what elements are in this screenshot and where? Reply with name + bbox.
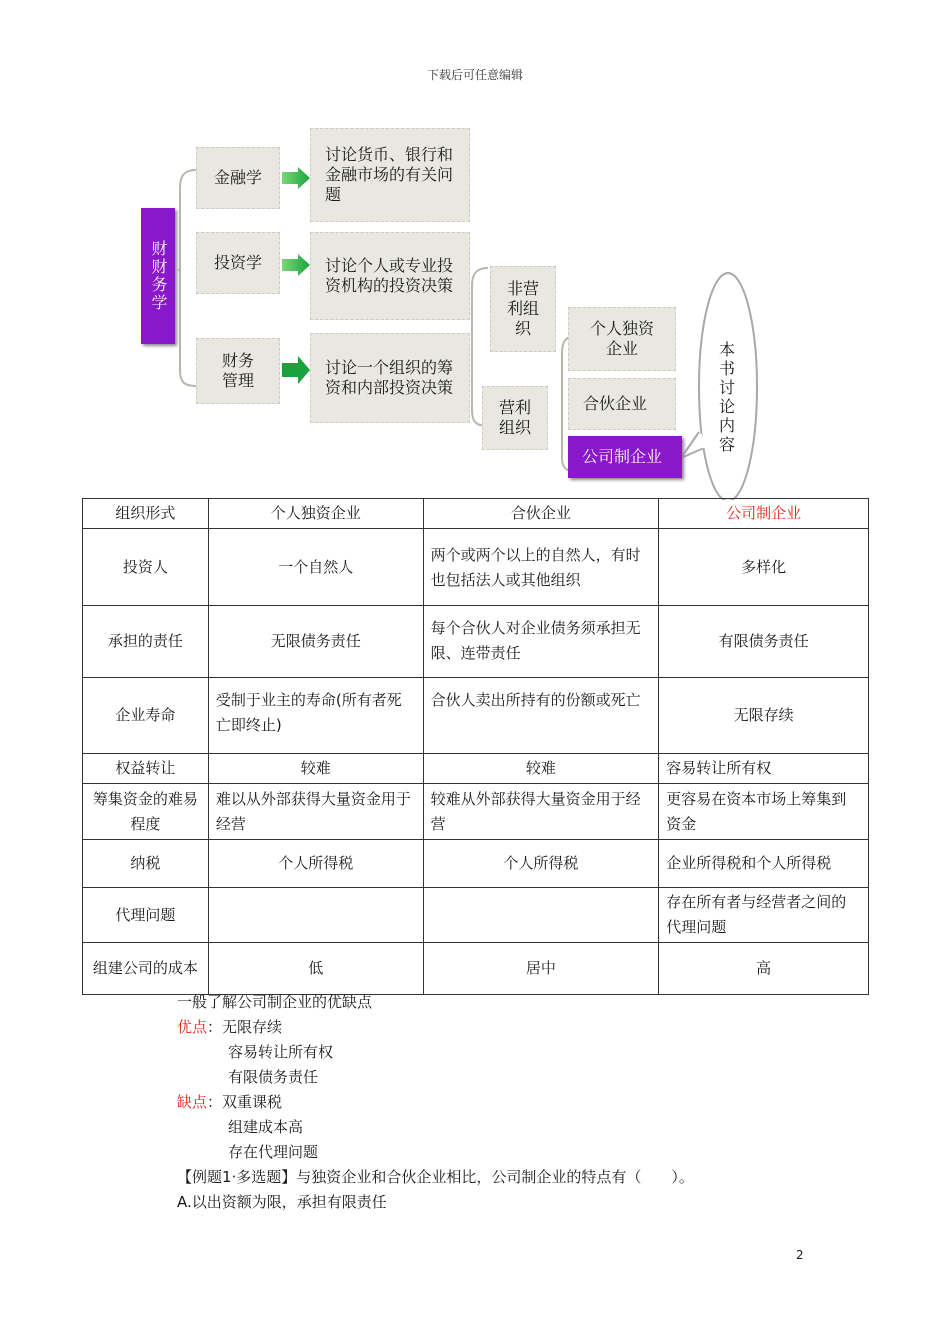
branch-financial-management: 财务管理 xyxy=(196,338,280,404)
root-node: 财财务学 xyxy=(141,208,175,344)
cons-item: 存在代理问题 xyxy=(228,1143,319,1161)
branch-financial-management-desc: 讨论一个组织的筹资和内部投资决策 xyxy=(310,333,470,423)
table-cell: 组建公司的成本 xyxy=(83,943,209,995)
cons-line xyxy=(177,1090,282,1115)
table-cell: 高 xyxy=(659,943,869,995)
table-cell: 较难从外部获得大量资金用于经营 xyxy=(423,784,659,840)
pros-line xyxy=(177,1015,282,1040)
table-cell: 较难 xyxy=(423,754,659,784)
table-header-row xyxy=(83,499,869,529)
table-row xyxy=(83,678,869,754)
table-cell: 一个自然人 xyxy=(208,529,423,606)
branch-investment-desc: 讨论个人或专业投资机构的投资决策 xyxy=(310,232,470,320)
table-header-cell: 公司制企业 xyxy=(659,499,869,529)
pros-item: 有限债务责任 xyxy=(228,1068,319,1086)
table-cell: 企业所得税和个人所得税 xyxy=(659,840,869,888)
table-cell: 低 xyxy=(208,943,423,995)
table-cell: 合伙人卖出所持有的份额或死亡 xyxy=(423,678,659,754)
table-row xyxy=(83,840,869,888)
table-cell: 两个或两个以上的自然人，有时也包括法人或其他组织 xyxy=(423,529,659,606)
table-cell xyxy=(423,888,659,943)
example-option-a: A.以出资额为限，承担有限责任 xyxy=(177,1193,387,1211)
pros-item: 无限存续 xyxy=(222,1018,283,1036)
branch-investment: 投资学 xyxy=(196,232,280,294)
table-cell: 受制于业主的寿命(所有者死亡即终止) xyxy=(208,678,423,754)
table-cell: 个人所得税 xyxy=(208,840,423,888)
table-header-cell: 合伙企业 xyxy=(423,499,659,529)
enterprise-sole: 个人独资企业 xyxy=(568,307,676,371)
table-cell: 更容易在资本市场上筹集到资金 xyxy=(659,784,869,840)
pros-label: 优点 xyxy=(177,1018,208,1036)
table-cell: 居中 xyxy=(423,943,659,995)
table-cell xyxy=(208,888,423,943)
table-cell: 难以从外部获得大量资金用于经营 xyxy=(208,784,423,840)
table-cell: 纳税 xyxy=(83,840,209,888)
notes-intro: 一般了解公司制企业的优缺点 xyxy=(177,993,373,1011)
table-cell: 有限债务责任 xyxy=(659,606,869,678)
table-cell: 每个合伙人对企业债务须承担无限、连带责任 xyxy=(423,606,659,678)
table-cell: 存在所有者与经营者之间的代理问题 xyxy=(659,888,869,943)
cons-item: 双重课税 xyxy=(222,1093,283,1111)
branch-finance: 金融学 xyxy=(196,147,280,209)
enterprise-corporation: 公司制企业 xyxy=(568,436,682,478)
pros-colon: ： xyxy=(207,1018,223,1036)
table-row xyxy=(83,784,869,840)
table-header-cell: 组织形式 xyxy=(83,499,209,529)
table-cell: 承担的责任 xyxy=(83,606,209,678)
table-cell: 企业寿命 xyxy=(83,678,209,754)
table-cell: 投资人 xyxy=(83,529,209,606)
cons-item: 组建成本高 xyxy=(228,1118,304,1136)
table-row xyxy=(83,529,869,606)
table-row xyxy=(83,754,869,784)
table-header-cell: 个人独资企业 xyxy=(208,499,423,529)
table-cell: 个人所得税 xyxy=(423,840,659,888)
page-number: 2 xyxy=(796,1248,804,1262)
example-question: 【例题1·多选题】与独资企业和合伙企业相比，公司制企业的特点有（ ）。 xyxy=(177,1168,694,1186)
branch-finance-desc: 讨论货币、银行和金融市场的有关问题 xyxy=(310,128,470,222)
table-cell: 较难 xyxy=(208,754,423,784)
comparison-table xyxy=(82,498,869,995)
table-cell: 无限存续 xyxy=(659,678,869,754)
pros-item: 容易转让所有权 xyxy=(228,1043,334,1061)
org-nonprofit: 非营利组织 xyxy=(490,266,556,352)
table-cell: 多样化 xyxy=(659,529,869,606)
enterprise-partnership: 合伙企业 xyxy=(568,378,676,430)
org-profit: 营利组织 xyxy=(482,386,548,450)
table-cell: 权益转让 xyxy=(83,754,209,784)
arrow-icon xyxy=(282,167,310,384)
table-cell: 无限债务责任 xyxy=(208,606,423,678)
table-row xyxy=(83,606,869,678)
table-cell: 代理问题 xyxy=(83,888,209,943)
table-cell: 筹集资金的难易程度 xyxy=(83,784,209,840)
cons-label: 缺点 xyxy=(177,1093,208,1111)
table-row xyxy=(83,943,869,995)
table-cell: 容易转让所有权 xyxy=(659,754,869,784)
page-header: 下载后可任意编辑 xyxy=(426,68,523,82)
table-row xyxy=(83,888,869,943)
cons-colon: ： xyxy=(207,1093,223,1111)
oval-callout-text: 本书讨论内容 xyxy=(718,340,735,454)
